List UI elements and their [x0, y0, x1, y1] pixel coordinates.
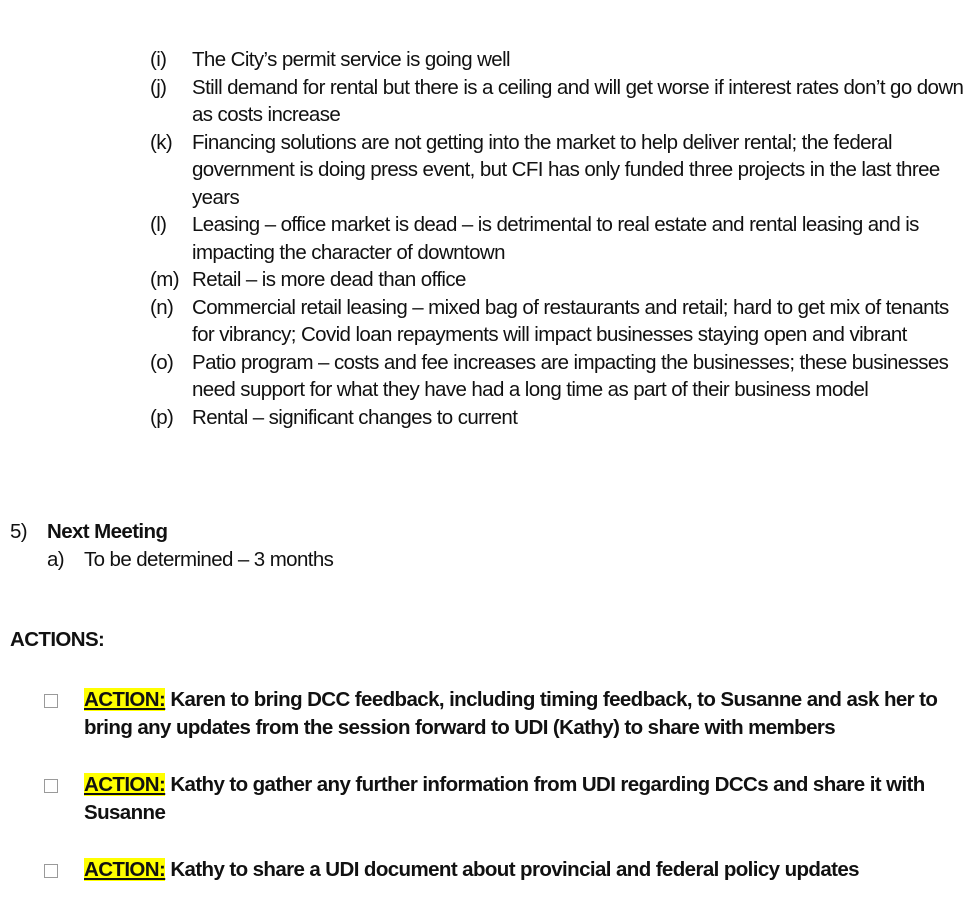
section-number: 5) — [10, 520, 28, 543]
sub-item-text: Retail – is more dead than office — [192, 268, 466, 291]
sub-item-p — [150, 404, 965, 432]
sub-item-marker: (m) — [150, 268, 179, 291]
checkbox-icon[interactable] — [44, 779, 58, 793]
action-label: ACTION: — [84, 773, 166, 796]
sub-item-m — [150, 266, 965, 294]
sub-item-marker: (l) — [150, 213, 167, 236]
section-sub-text: To be determined – 3 months — [84, 547, 334, 571]
action-description: Karen to bring DCC feedback, including timing feedback, to Susanne and ask her to bring any updates from the session forward to UDI (Kathy) to share with members — [84, 688, 938, 739]
section-heading — [10, 518, 333, 546]
sub-item-marker: (k) — [150, 130, 173, 154]
action-description: Kathy to gather any further information from UDI regarding DCCs and share it with Susanne — [84, 773, 925, 824]
sub-item-marker: (p) — [150, 405, 174, 429]
sub-item-o — [150, 349, 965, 404]
sub-item-text: Leasing – office market is dead – is detrimental to real estate and rental leasing and is impacting the character of downtown — [192, 213, 919, 264]
sub-item-marker: (i) — [150, 48, 167, 71]
sub-item-text: The City’s permit service is going well — [192, 48, 511, 71]
sub-item-text: Patio program – costs and fee increases are impacting the businesses; these businesses need support for what they have had a long time as part of their business model — [192, 350, 949, 401]
sub-item-text: Rental – significant changes to current — [192, 405, 518, 429]
sub-item-j — [150, 74, 965, 129]
action-item — [44, 686, 964, 742]
checkbox-icon[interactable] — [44, 864, 58, 878]
action-text — [84, 771, 964, 827]
actions-heading: ACTIONS: — [10, 628, 105, 651]
checkbox-icon[interactable] — [44, 694, 58, 708]
sub-item-list — [150, 46, 965, 431]
sub-item-n — [150, 294, 965, 349]
sub-item-l — [150, 211, 965, 266]
action-description: Kathy to share a UDI document about provincial and federal policy updates — [165, 858, 859, 881]
action-item — [44, 771, 964, 827]
sub-item-k — [150, 129, 965, 212]
action-text — [84, 686, 964, 742]
action-label: ACTION: — [84, 688, 166, 711]
section-sub-marker: a) — [47, 547, 65, 571]
sub-item-text: Commercial retail leasing – mixed bag of restaurants and retail; hard to get mix of tenants for vibrancy; Covid loan repayments will impact businesses staying open and vibrant — [192, 295, 949, 346]
action-item — [44, 856, 964, 884]
sub-item-marker: (j) — [150, 75, 167, 99]
sub-item-text: Still demand for rental but there is a ceiling and will get worse if interest rates don’t go down as costs increase — [192, 75, 964, 126]
section-sub-item — [10, 546, 333, 574]
sub-item-marker: (o) — [150, 350, 174, 374]
action-label: ACTION: — [84, 858, 166, 881]
action-text — [84, 856, 964, 884]
section-title: Next Meeting — [47, 520, 168, 543]
sub-item-text: Financing solutions are not getting into the market to help deliver rental; the federal government is doing press event, but CFI has only funded three projects in the last three years — [192, 130, 940, 209]
next-meeting-section — [10, 518, 333, 573]
sub-item-marker: (n) — [150, 295, 174, 319]
sub-item-i — [150, 46, 965, 74]
